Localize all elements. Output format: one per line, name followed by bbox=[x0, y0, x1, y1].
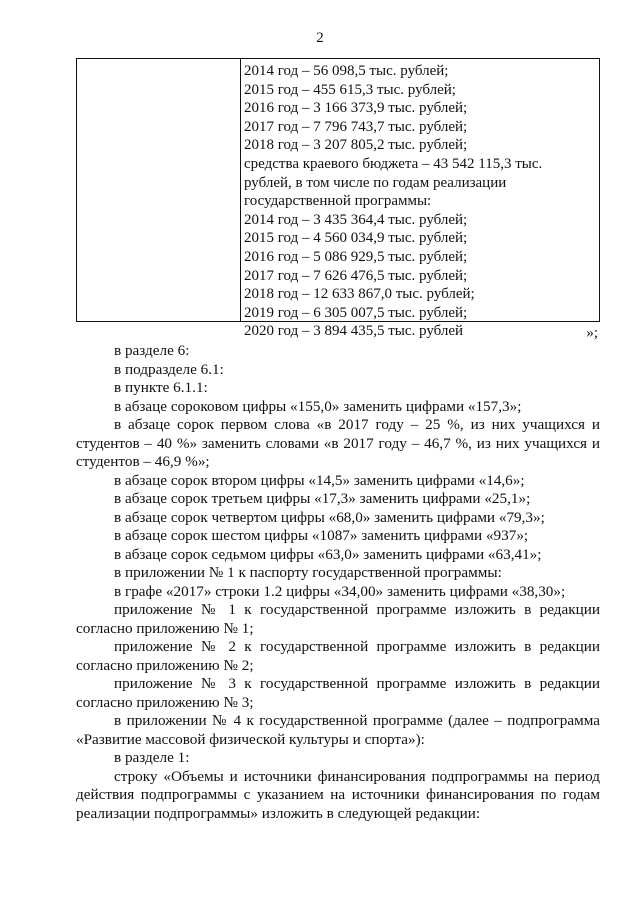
paragraph: в абзаце сорок первом слова «в 2017 году – 25 %, из них учащихся и студентов – 40 %» заменить словами «в 2017 году – 46,7 %, из них учащихся и студентов – 46,9 %»; bbox=[76, 416, 600, 470]
table-line: 2014 год – 3 435 364,4 тыс. рублей; bbox=[244, 211, 468, 228]
table-line: 2016 год – 5 086 929,5 тыс. рублей; bbox=[244, 248, 468, 265]
table-line: 2014 год – 56 098,5 тыс. рублей; bbox=[244, 63, 449, 79]
financing-table bbox=[76, 58, 600, 340]
table-line: государственной программы: bbox=[244, 193, 432, 210]
table-line: 2016 год – 3 166 373,9 тыс. рублей; bbox=[244, 100, 468, 117]
paragraph: в пункте 6.1.1: bbox=[114, 379, 208, 396]
paragraph: в подразделе 6.1: bbox=[114, 360, 224, 378]
paragraph: в разделе 6: bbox=[114, 342, 190, 359]
paragraph: в абзаце сорок третьем цифры «17,3» заменить цифрами «25,1»; bbox=[114, 490, 531, 507]
table-line: 2015 год – 455 615,3 тыс. рублей; bbox=[244, 81, 456, 98]
paragraph: приложение № 1 к государственной программе изложить в редакции согласно приложению № 1; bbox=[76, 601, 600, 637]
paragraph: в приложении № 1 к паспорту государственной программы: bbox=[114, 564, 502, 581]
paragraph: приложение № 2 к государственной программе изложить в редакции согласно приложению № 2; bbox=[76, 638, 600, 674]
paragraph: строку «Объемы и источники финансирования подпрограммы на период действия подпрограммы с указанием на источники финансирования по годам реализации подпрограммы» изложить в следующей редакции: bbox=[76, 767, 600, 822]
table-line: средства краевого бюджета – 43 542 115,3 тыс. bbox=[244, 155, 543, 172]
paragraph: в абзаце сорок втором цифры «14,5» заменить цифрами «14,6»; bbox=[114, 471, 525, 489]
document-body bbox=[76, 342, 600, 823]
paragraph: в разделе 1: bbox=[114, 749, 190, 766]
paragraph: в абзаце сорок седьмом цифры «63,0» заменить цифрами «63,41»; bbox=[114, 545, 542, 563]
paragraph: в абзаце сорок шестом цифры «1087» заменить цифрами «937»; bbox=[114, 527, 529, 544]
table-line: рублей, в том числе по годам реализации bbox=[244, 174, 507, 191]
table-line: 2018 год – 12 633 867,0 тыс. рублей; bbox=[244, 286, 475, 303]
table-right-cell bbox=[242, 62, 597, 341]
table-left-cell bbox=[77, 59, 241, 321]
page-number: 2 bbox=[316, 30, 324, 46]
table-line: 2017 год – 7 626 476,5 тыс. рублей; bbox=[244, 267, 468, 284]
closing-quote: »; bbox=[586, 325, 598, 341]
paragraph: в приложении № 4 к государственной программе (далее – подпрограмма «Развитие массовой физической культуры и спорта»): bbox=[76, 712, 600, 748]
paragraph: в абзаце сорок четвертом цифры «68,0» заменить цифрами «79,3»; bbox=[114, 508, 545, 526]
table-line: 2018 год – 3 207 805,2 тыс. рублей; bbox=[244, 137, 468, 154]
table-line: 2017 год – 7 796 743,7 тыс. рублей; bbox=[244, 118, 468, 135]
table-line: 2019 год – 6 305 007,5 тыс. рублей; bbox=[244, 304, 468, 321]
table-line: 2020 год – 3 894 435,5 тыс. рублей bbox=[244, 323, 464, 340]
table-line: 2015 год – 4 560 034,9 тыс. рублей; bbox=[244, 230, 468, 247]
paragraph: в абзаце сороковом цифры «155,0» заменить цифрами «157,3»; bbox=[114, 397, 522, 415]
paragraph: в графе «2017» строки 1.2 цифры «34,00» заменить цифрами «38,30»; bbox=[114, 582, 566, 600]
paragraph: приложение № 3 к государственной программе изложить в редакции согласно приложению № 3; bbox=[76, 675, 600, 711]
